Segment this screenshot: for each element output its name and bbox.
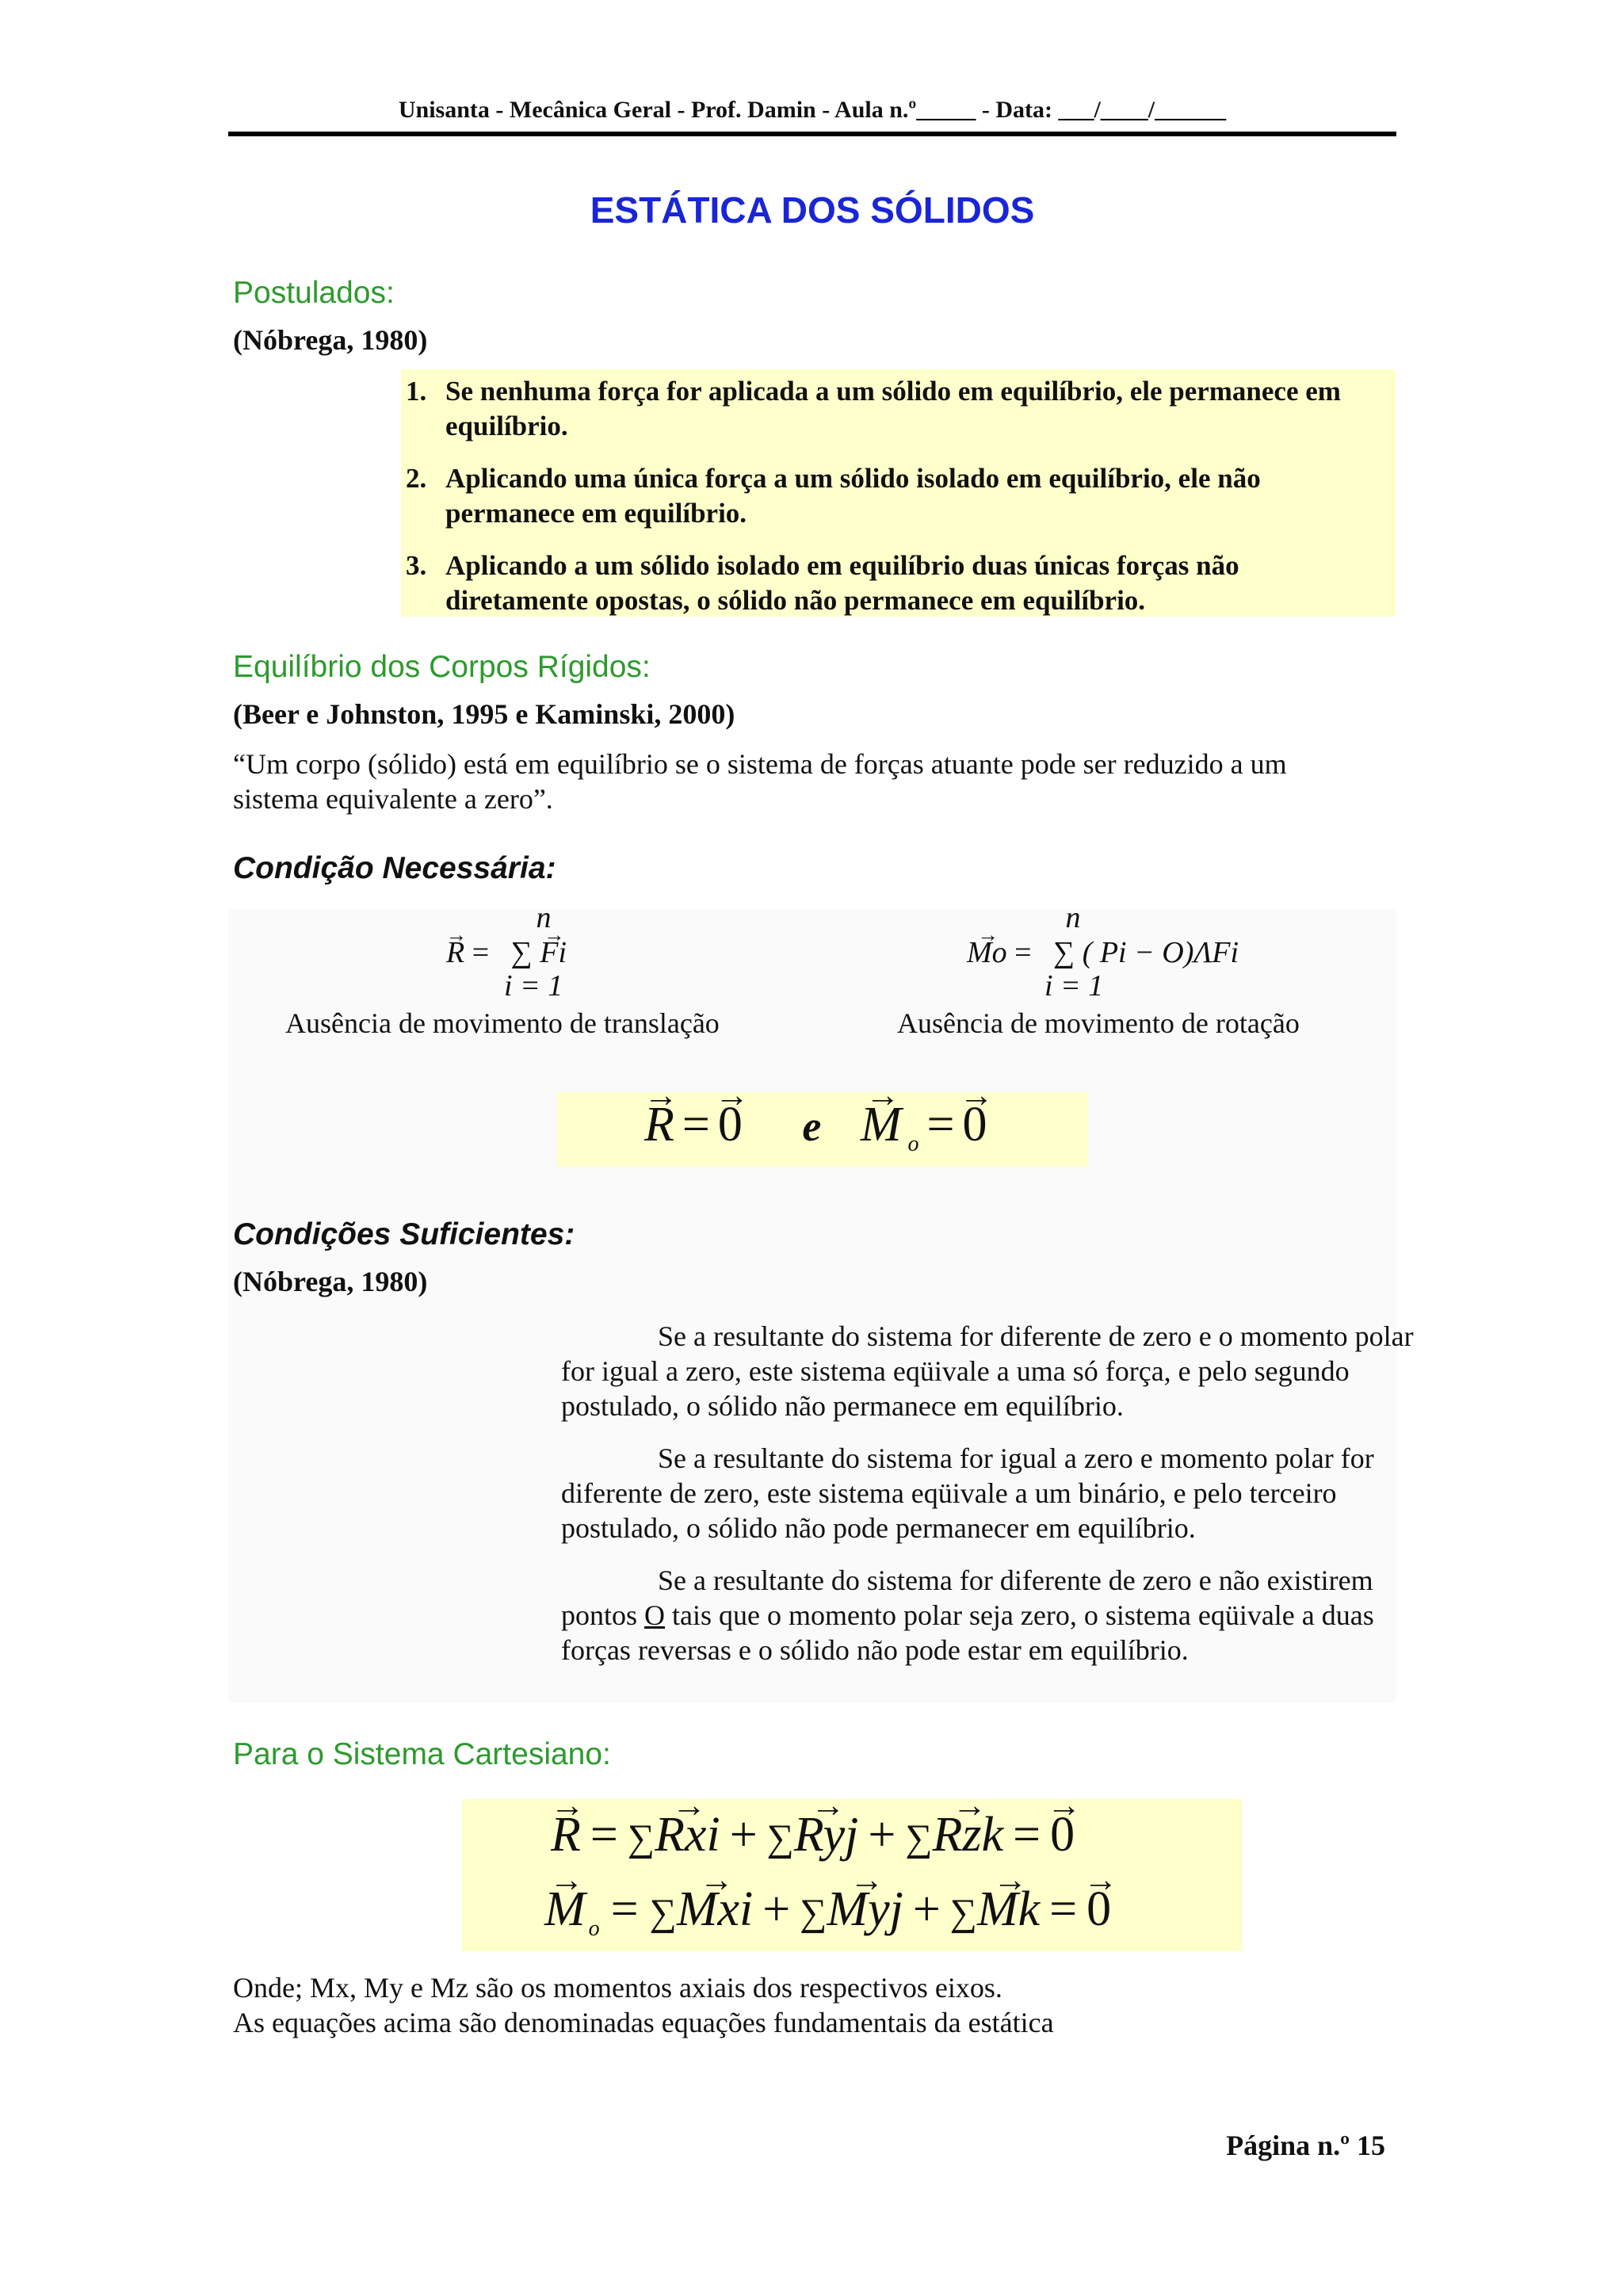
cartesian-note-2: As equações acima são denominadas equações fundamentais da estática xyxy=(233,2007,1054,2038)
zero-vector: → 0 xyxy=(962,1097,987,1153)
sum-symbol: ∑ xyxy=(766,1817,794,1859)
equilibrium-condition-box xyxy=(557,1092,1088,1167)
equilibrio-quote: “Um corpo (sólido) está em equilíbrio se o sistema de forças atuante pode ser reduzido a um sistema equivalente a zero”. xyxy=(233,748,1287,815)
page-number-value: 15 xyxy=(1357,2130,1385,2161)
moment-term: ( Pi − O)ΛFi xyxy=(1082,936,1239,969)
m-subscript: o xyxy=(588,1916,600,1942)
component-term: → Mk xyxy=(977,1881,1040,1938)
translation-caption: Ausência de movimento de translação xyxy=(285,1007,720,1039)
rotation-caption: Ausência de movimento de rotação xyxy=(897,1007,1300,1039)
sum-lower-limit: i = 1 xyxy=(1044,969,1104,1003)
postulates-box xyxy=(401,369,1396,617)
sum-symbol: ∑ xyxy=(800,1892,827,1934)
conjunction: e xyxy=(802,1102,822,1150)
postulate-number: 2. xyxy=(406,463,427,494)
equilibrium-condition-equation: → R =→ 0 e → M $_o$ =→ 0 xyxy=(644,1097,987,1157)
point-o: O xyxy=(644,1599,666,1631)
sum-upper-limit: n xyxy=(1065,901,1081,934)
postulate-text: Aplicando uma única força a um sólido isolado em equilíbrio, ele não permanece em equilíbrio. xyxy=(445,463,1261,529)
postulate-item xyxy=(401,461,1384,531)
resultant-equation: → R = ∑→ Rxi + ∑→ Ryj + ∑→ Rzk =→ 0 xyxy=(551,1807,1075,1863)
condicoes-suficientes-heading: Condições Suficientes: xyxy=(233,1217,575,1251)
moment-equation: → M $_o$ = ∑→ Mxi + ∑→ Myj + ∑→ Mk =→ 0 xyxy=(544,1881,1111,1942)
postulate-number: 3. xyxy=(406,550,427,581)
sum-symbol: ∑ xyxy=(627,1817,655,1859)
page-title: ESTÁTICA DOS SÓLIDOS xyxy=(590,189,1035,231)
condicao-necessaria-heading: Condição Necessária: xyxy=(233,851,556,885)
postulate-text: Aplicando a um sólido isolado em equilíbrio duas únicas forças não diretamente opostas, o sólido não permanece em equilíbrio. xyxy=(445,550,1239,616)
page-number-label: Página n.º xyxy=(1226,2130,1350,2161)
suficientes-citation: (Nóbrega, 1980) xyxy=(233,1266,428,1297)
section-postulados-heading: Postulados: xyxy=(233,276,395,310)
vector-r: → R xyxy=(446,935,464,970)
zero-vector: → 0 xyxy=(1086,1881,1111,1938)
zero-vector: → 0 xyxy=(718,1097,743,1153)
component-term: → Rxi xyxy=(655,1807,720,1863)
component-term: → Mxi xyxy=(677,1881,753,1938)
vector-r: → R xyxy=(644,1097,674,1153)
vector-m: → M xyxy=(861,1097,902,1153)
sum-upper-limit: n xyxy=(536,901,552,934)
vector-r: → R xyxy=(551,1807,581,1863)
header-rule xyxy=(228,132,1396,136)
sum-symbol: ∑ xyxy=(510,936,533,969)
component-term: → Rzk xyxy=(933,1807,1004,1863)
vector-mo: → Mo xyxy=(967,935,1007,970)
component-term: → Myj xyxy=(827,1881,903,1938)
translation-equation: → R = ∑ → Fi xyxy=(446,935,567,970)
postulados-citation: (Nóbrega, 1980) xyxy=(233,324,428,356)
sum-symbol: ∑ xyxy=(949,1892,977,1934)
vector-m: → M xyxy=(544,1881,586,1938)
sum-symbol: ∑ xyxy=(649,1892,677,1934)
postulate-text: Se nenhuma força for aplicada a um sólido em equilíbrio, ele permanece em equilíbrio. xyxy=(445,376,1341,441)
sum-lower-limit: i = 1 xyxy=(504,969,563,1003)
sum-symbol: ∑ xyxy=(905,1817,933,1859)
page-header: Unisanta - Mecânica Geral - Prof. Damin - Aula n.º_____ - Data: ___/____/______ xyxy=(398,97,1227,123)
component-term: → Ryj xyxy=(794,1807,859,1863)
postulate-number: 1. xyxy=(406,376,427,407)
section-equilibrio-heading: Equilíbrio dos Corpos Rígidos: xyxy=(233,650,651,684)
postulate-item xyxy=(401,548,1384,618)
cartesian-note-1: Onde; Mx, My e Mz são os momentos axiais dos respectivos eixos. xyxy=(233,1972,1002,2004)
vector-term: → Fi xyxy=(540,935,567,970)
sum-symbol: ∑ xyxy=(1053,936,1075,969)
equilibrio-citation: (Beer e Johnston, 1995 e Kaminski, 2000) xyxy=(233,698,735,730)
zero-vector: → 0 xyxy=(1050,1807,1075,1863)
sufficient-paragraph: Se a resultante do sistema for igual a zero e momento polar for diferente de zero, este sistema eqüivale a um binário, e pelo terceiro postulado, o sólido não pode permanecer em equilíbrio. xyxy=(561,1442,1374,1544)
postulate-item xyxy=(401,374,1384,444)
rotation-equation: → Mo = ∑ ( Pi − O)ΛFi xyxy=(967,935,1239,970)
sufficient-paragraph: Se a resultante do sistema for diferente de zero e não existirem pontos O tais que o momento polar seja zero, o sistema eqüivale a duas forças reversas e o sólido não pode estar em equilíbrio. xyxy=(561,1564,1374,1666)
page-number xyxy=(1226,2129,1385,2162)
sufficient-paragraph: Se a resultante do sistema for diferente de zero e o momento polar for igual a zero, este sistema eqüivale a uma só força, e pelo segundo postulado, o sólido não permanece em equilíbrio. xyxy=(561,1320,1414,1422)
section-cartesiano-heading: Para o Sistema Cartesiano: xyxy=(233,1737,611,1771)
cartesian-equations-box xyxy=(462,1799,1242,1951)
m-subscript: o xyxy=(907,1132,919,1157)
